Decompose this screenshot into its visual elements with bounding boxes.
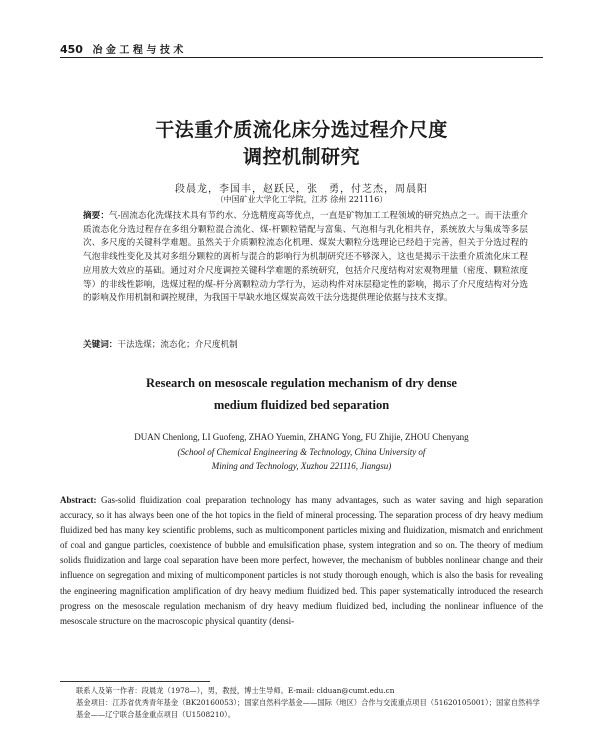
abstract-cn-label: 摘要： [83, 211, 110, 221]
footnote-funding: 基金项目：江苏省优秀青年基金（BK20160053）；国家自然科学基金——国际（地区）合作与交流重点项目（51620105001）；国家自然科学基金——辽宁联合基金重点项目（U1508210）。 [76, 698, 540, 719]
abstract-cn [83, 210, 528, 306]
authors-cn: 段晨龙，李国丰，赵跃民，张 勇，付芝杰，周晨阳 [175, 184, 428, 195]
journal-name: 冶 金 工 程 与 技 术 [92, 45, 184, 56]
keywords-cn [83, 338, 238, 350]
affiliation-en-line-2: Mining and Technology, Xuzhou 221116, Jiangsu) [211, 461, 392, 471]
title-cn-line-2: 调控机制研究 [242, 146, 360, 168]
title-cn-line-1: 干法重介质流化床分选过程介尺度 [155, 119, 448, 141]
abstract-en-label: Abstract: [60, 495, 97, 505]
running-header [60, 41, 183, 56]
abstract-en-text: Gas-solid fluidization coal preparation technology has many advantages, such as water saving and high separation accuracy, so it has always been one of the hot topics in the field of mineral processing. The separation process of dry heavy medium fluidized bed has many key scientific problems, such as multicomponent particles mixing and fluidization, mismatch and enrichment of coal and gangue particles, coexistence of bubble and emulsification phase, system integration and so on. The theory of medium solids fluidization and large coal separation have been more perfect, however, the mechanism of bubbles nonlinear change and their influence on segregation and mixing of multicomponent particles is not study thorough enough, which is also the basis for revealing the engineering magnification amplification of dry heavy medium fluidized bed. This paper systematically introduced the research progress on the mesoscale regulation mechanism of dry heavy medium fluidized bed, including the nonlinear influence of the mesoscale structure on the macroscopic physical quantity (densi- [60, 495, 543, 626]
title-en-line-1: Research on mesoscale regulation mechanism of dry dense [146, 376, 457, 390]
footnote-rule [60, 681, 210, 682]
authors-en: DUAN Chenlong, LI Guofeng, ZHAO Yuemin, ZHANG Yong, FU Zhijie, ZHOU Chenyang [134, 432, 469, 442]
keywords-cn-label: 关键词： [83, 340, 118, 350]
abstract-cn-text: 气-固流态化洗煤技术具有节约水、分选精度高等优点，一直是矿物加工工程领域的研究热点之一。而干法重介质流态化分选过程存在多组分颗粒混合流化、煤-杆颗粒错配与富集、气泡相与乳化相共存，系统放大与集成等多层次、多尺度的关键科学难题。虽然关于介质颗粒流态化机理、煤炭大颗粒分选理论已经趋于完善，但关于分选过程的气泡非线性变化及其对多组分颗粒的离析与混合的影响行为机制研究还不够深入，这也是揭示干法重介质流化床工程应用放大效应的基础。通过对介尺度调控关键科学难题的系统研究，包括介尺度结构对宏观物理量（密度、颗粒浓度等）的非线性影响，选煤过程的煤-杆分离颗粒动力学行为，运动构件对床层稳定性的影响，揭示了介尺度结构对分选的影响及作用机制和调控规律，为我国干旱缺水地区煤炭高效干法分选提供理论依据与技术支撑。 [83, 211, 528, 304]
footnote-contact: 联系人及第一作者：段晨龙（1978—），男，教授，博士生导师。E-mail: clduan@cumt.edu.cn [76, 686, 395, 695]
page-number: 450 [60, 43, 83, 56]
abstract-en [60, 493, 543, 629]
affiliation-en-line-1: (School of Chemical Engineering & Technology, China University of [177, 447, 426, 457]
affiliation-cn: （中国矿业大学化工学院，江苏 徐州 221116） [215, 195, 388, 204]
keywords-cn-text: 干法选煤；流态化；介尺度机制 [117, 340, 238, 350]
title-en-line-2: medium fluidized bed separation [213, 398, 390, 412]
header-rule [60, 57, 543, 58]
